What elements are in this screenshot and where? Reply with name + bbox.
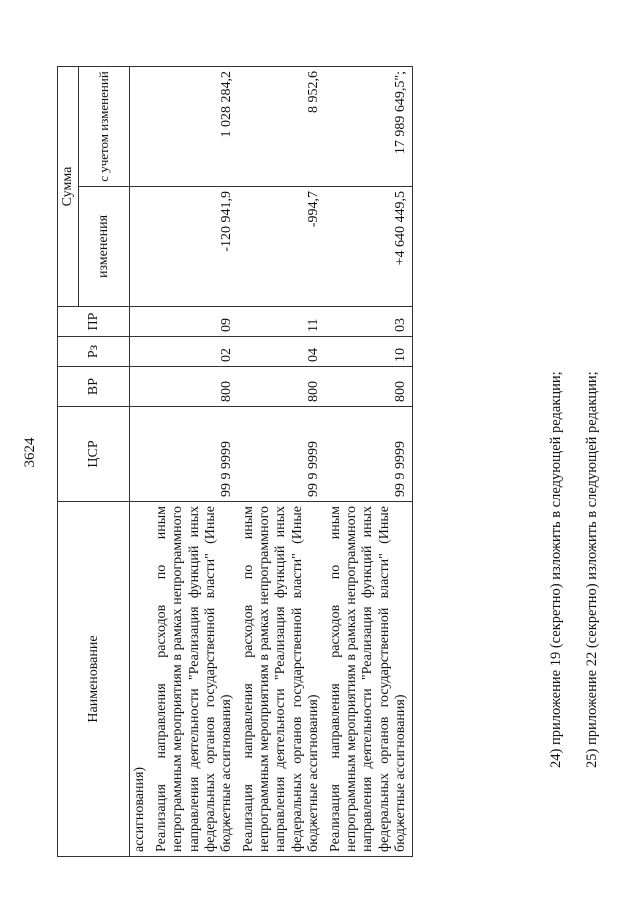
row-name: Реализация направления расходов по иным непрограммным мероприятиям в рамках непрограммного направления деятельности "Реализация функций иных федеральных органов государственной власти" (Иные бюджетные ассигнования) — [239, 502, 326, 857]
row-total: 8 952,6 — [239, 67, 326, 187]
budget-table — [57, 66, 413, 857]
table-row — [239, 67, 326, 857]
header-pr: ПР — [58, 307, 130, 337]
row-change: -994,7 — [239, 187, 326, 307]
row-csr: 99 9 9999 — [326, 407, 413, 502]
table-row-carry-over — [130, 67, 152, 857]
row-rz: 02 — [152, 337, 239, 367]
row-rz: 10 — [326, 337, 413, 367]
page-number: 3624 — [22, 437, 38, 468]
carry-over-cell: ассигнования) — [130, 502, 152, 857]
header-csr: ЦСР — [58, 407, 130, 502]
row-pr: 09 — [152, 307, 239, 337]
header-changes: изменения — [79, 187, 130, 307]
row-rz: 04 — [239, 337, 326, 367]
row-csr: 99 9 9999 — [239, 407, 326, 502]
row-csr: 99 9 9999 — [152, 407, 239, 502]
row-name: Реализация направления расходов по иным непрограммным мероприятиям в рамках непрограммного направления деятельности "Реализация функций иных федеральных органов государственной власти" (Иные бюджетные ассигнования) — [326, 502, 413, 857]
header-with-changes: с учетом изменений — [79, 67, 130, 187]
header-name: Наименование — [58, 502, 130, 857]
row-vr: 800 — [239, 367, 326, 407]
note-appendix-19: 24) приложение 19 (секретно) изложить в следующей редакции; — [548, 371, 564, 768]
header-vr: ВР — [58, 367, 130, 407]
table-row — [326, 67, 413, 857]
header-rz: Рз — [58, 337, 130, 367]
row-change: +4 640 449,5 — [326, 187, 413, 307]
table-row — [152, 67, 239, 857]
row-pr: 03 — [326, 307, 413, 337]
row-vr: 800 — [152, 367, 239, 407]
note-appendix-22: 25) приложение 22 (секретно) изложить в следующей редакции; — [584, 371, 600, 768]
row-pr: 11 — [239, 307, 326, 337]
row-total: 1 028 284,2 — [152, 67, 239, 187]
row-name: Реализация направления расходов по иным непрограммным мероприятиям в рамках непрограммного направления деятельности "Реализация функций иных федеральных органов государственной власти" (Иные бюджетные ассигнования) — [152, 502, 239, 857]
header-sum: Сумма — [58, 67, 79, 307]
row-vr: 800 — [326, 367, 413, 407]
row-total: 17 989 649,5"; — [326, 67, 413, 187]
row-change: -120 941,9 — [152, 187, 239, 307]
